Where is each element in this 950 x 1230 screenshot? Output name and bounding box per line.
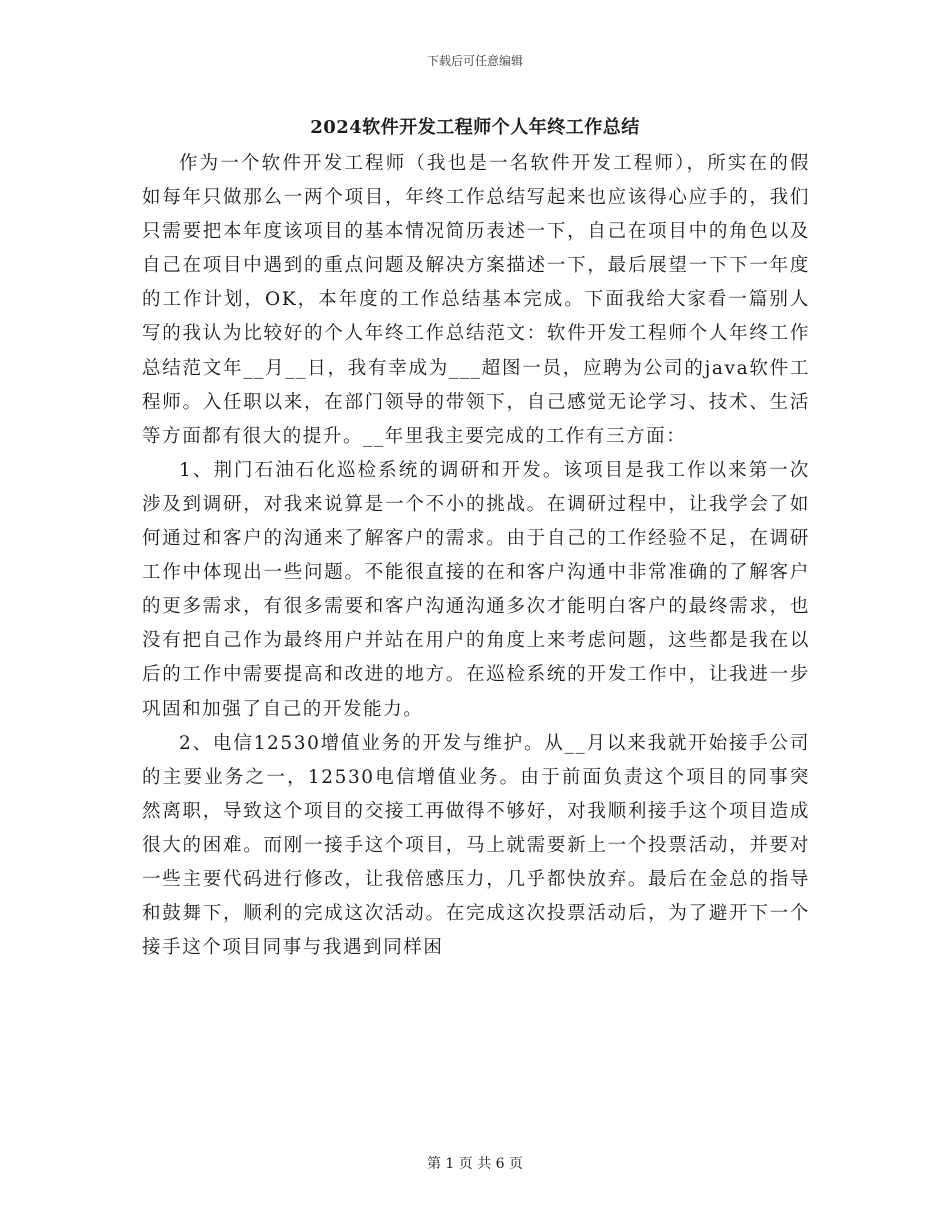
document-body <box>142 147 810 965</box>
paragraph-intro: 作为一个软件开发工程师（我也是一名软件开发工程师），所实在的假如每年只做那么一两个项目，年终工作总结写起来也应该得心应手的，我们只需要把本年度该项目的基本情况简历表述一下，自己在项目中的角色以及自己在项目中遇到的重点问题及解决方案描述一下，最后展望一下下一年度的工作计划，OK，本年度的工作总结基本完成。下面我给大家看一篇别人写的我认为比较好的个人年终工作总结范文：软件开发工程师个人年终工作总结范文年__月__日，我有幸成为___超图一员，应聘为公司的java软件工程师。入任职以来，在部门领导的带领下，自己感觉无论学习、技术、生活等方面都有很大的提升。__年里我主要完成的工作有三方面： <box>142 153 810 447</box>
page-header-note: 下载后可任意编辑 <box>426 54 523 68</box>
document-title: 2024软件开发工程师个人年终工作总结 <box>310 117 640 138</box>
page-number: 第 1 页 共 6 页 <box>426 1156 524 1172</box>
paragraph-item-2: 2、电信12530增值业务的开发与维护。从__月以来我就开始接手公司的主要业务之一，12530电信增值业务。由于前面负责这个项目的同事突然离职，导致这个项目的交接工再做得不够好，对我顺利接手这个项目造成很大的困难。而刚一接手这个项目，马上就需要新上一个投票活动，并要对一些主要代码进行修改，让我倍感压力，几乎都快放弃。最后在金总的指导和鼓舞下，顺利的完成这次活动。在完成这次投票活动后，为了避开下一个接手这个项目同事与我遇到同样困 <box>142 732 810 959</box>
paragraph-item-1: 1、荆门石油石化巡检系统的调研和开发。该项目是我工作以来第一次涉及到调研，对我来说算是一个不小的挑战。在调研过程中，让我学会了如何通过和客户的沟通来了解客户的需求。由于自己的工作经验不足，在调研工作中体现出一些问题。不能很直接的在和客户沟通中非常准确的了解客户的更多需求，有很多需要和客户沟通沟通多次才能明白客户的最终需求，也没有把自己作为最终用户并站在用户的角度上来考虑问题，这些都是我在以后的工作中需要提高和改进的地方。在巡检系统的开发工作中，让我进一步巩固和加强了自己的开发能力。 <box>142 459 810 720</box>
